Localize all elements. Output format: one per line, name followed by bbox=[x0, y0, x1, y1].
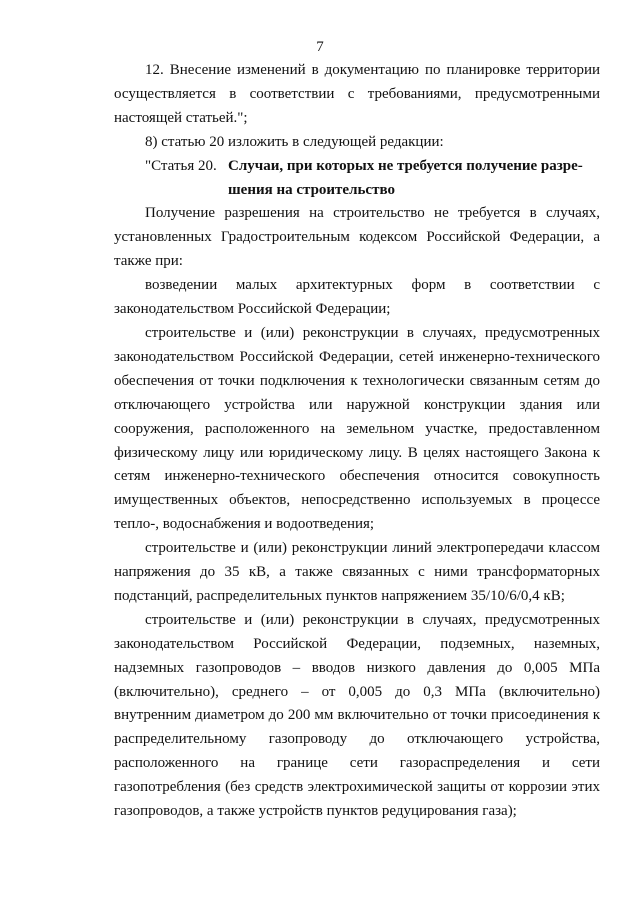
page-number: 7 bbox=[316, 39, 324, 55]
list-item-small-forms: возведении малых архитектурных форм в соответствии с законодательством Российской Федерации; bbox=[114, 277, 600, 318]
paragraph-intro: Получение разрешения на строительство не требуется в случаях, установленных Градостроительным кодексом Российской Федерации, а также при: bbox=[114, 205, 600, 270]
paragraph-amendment-12: 12. Внесение изменений в документацию по планировке территории осуществляется в соответствии с требованиями, предусмотренными настоящей статьей."; bbox=[114, 62, 600, 126]
article-title-line-1: Случаи, при которых не требуется получение разре- bbox=[228, 157, 583, 174]
document-body bbox=[114, 59, 600, 824]
article-title-line-2: шения на строительство bbox=[228, 181, 395, 198]
article-heading bbox=[114, 155, 600, 203]
list-item-engineering-networks: строительстве и (или) реконструкции в случаях, предусмотренных законодательством Российской Федерации, сетей инженерно-технического обеспечения от точки подключения к технологически связанным сетям до отключающего устройства или наружной конструкции здания или сооружения, расположенного на земельном участке, предоставленном физическому лицу или юридическому лицу. В целях настоящего Закона к сетям инженерно-технического обеспечения относится совокупность имущественных объектов, непосредственно используемых в процессе тепло-, водоснабжения и водоотведения; bbox=[114, 324, 600, 533]
list-item-power-lines: строительстве и (или) реконструкции линий электропередачи классом напряжения до 35 кВ, а также связанных с ними трансформаторных подстанций, распределительных пунктов напряжением 35/10/6/0,4 кВ; bbox=[114, 540, 600, 604]
article-title bbox=[228, 155, 600, 203]
paragraph-article-20-instruction: 8) статью 20 изложить в следующей редакции: bbox=[145, 133, 444, 150]
list-item-gas-pipelines: строительстве и (или) реконструкции в случаях, предусмотренных законодательством Российской Федерации, подземных, наземных, надземных газопроводов – вводов низкого давления до 0,005 МПа (включительно), среднего – от 0,005 до 0,3 МПа (включительно) внутренним диаметром до 200 мм включительно от точки присоединения к распределительному газопроводу до отключающего устройства, расположенного на границе сети газораспределения и сети газопотребления (без средств электрохимической защиты от коррозии этих газопроводов, а также устройств пунктов редуцирования газа); bbox=[114, 611, 600, 820]
article-label: "Статья 20. bbox=[145, 157, 217, 174]
